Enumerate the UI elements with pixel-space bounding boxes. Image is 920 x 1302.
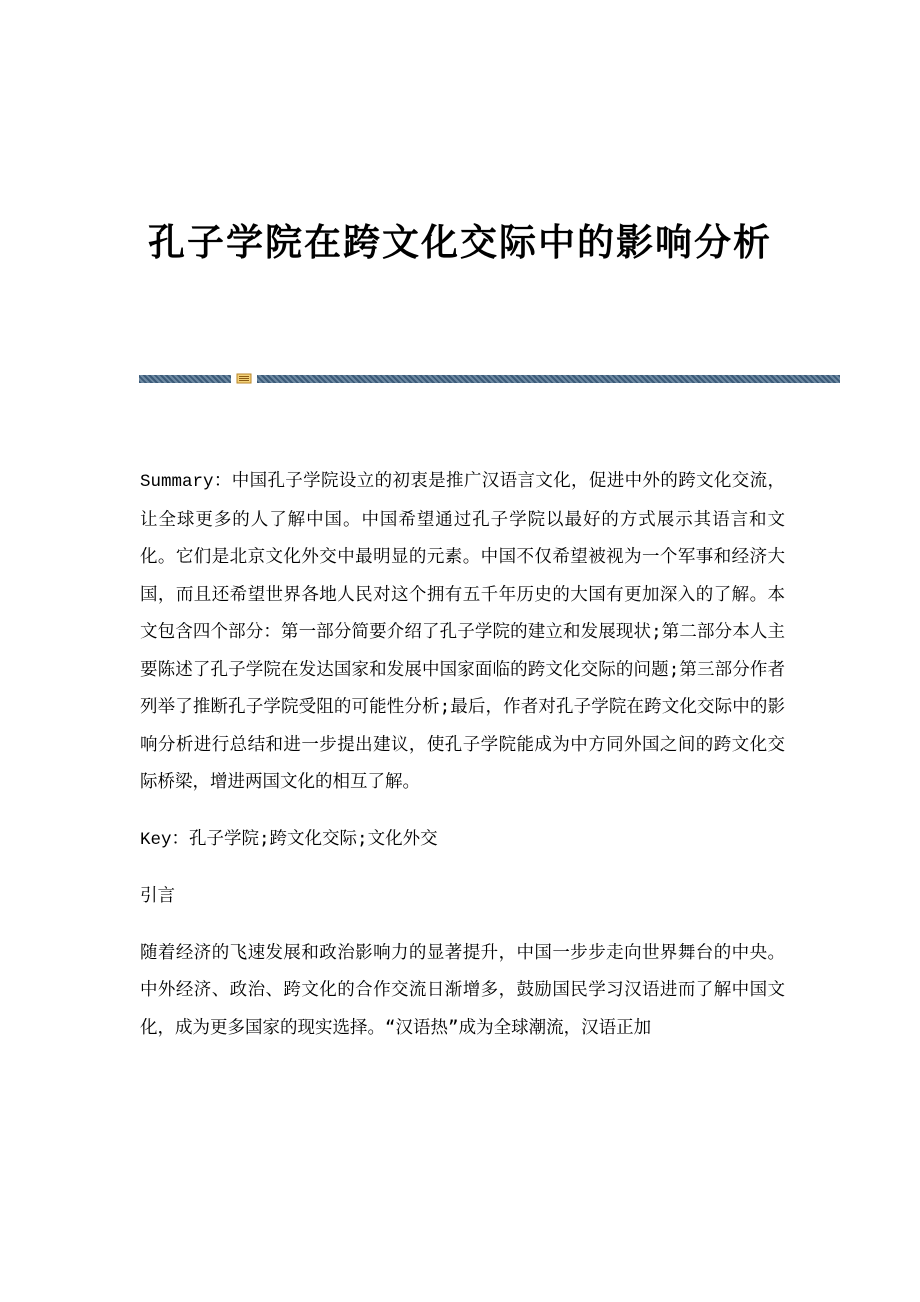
document-body <box>140 463 785 1066</box>
keywords-text: 孔子学院;跨文化交际;文化外交 <box>189 828 438 849</box>
summary-text: 中国孔子学院设立的初衷是推广汉语言文化，促进中外的跨文化交流，让全球更多的人了解中国。中国希望通过孔子学院以最好的方式展示其语言和文化。它们是北京文化外交中最明显的元素。中国不仅希望被视为一个军事和经济大国，而且还希望世界各地人民对这个拥有五千年历史的大国有更加深入的了解。本文包含四个部分：第一部分简要介绍了孔子学院的建立和发展现状;第二部分本人主要陈述了孔子学院在发达国家和发展中国家面临的跨文化交际的问题;第三部分作者列举了推断孔子学院受阻的可能性分析;最后，作者对孔子学院在跨文化交际中的影响分析进行总结和进一步提出建议，使孔子学院能成为中方同外国之间的跨文化交际桥梁，增进两国文化的相互了解。 <box>140 471 785 792</box>
summary-paragraph <box>140 463 785 802</box>
keywords-paragraph <box>140 821 785 860</box>
title-divider <box>139 373 840 384</box>
intro-paragraph: 随着经济的飞速发展和政治影响力的显著提升，中国一步步走向世界舞台的中央。中外经济、政治、跨文化的合作交流日渐增多，鼓励国民学习汉语进而了解中国文化，成为更多国家的现实选择。“汉语热”成为全球潮流，汉语正加 <box>140 942 785 1038</box>
keywords-label: Key： <box>140 829 190 850</box>
divider-ornament-icon <box>236 373 252 384</box>
divider-bar-right <box>257 375 840 383</box>
intro-heading: 引言 <box>140 886 175 906</box>
divider-bar-left <box>139 375 231 383</box>
summary-label: Summary： <box>140 472 232 492</box>
page-title: 孔子学院在跨文化交际中的影响分析 <box>148 220 772 264</box>
